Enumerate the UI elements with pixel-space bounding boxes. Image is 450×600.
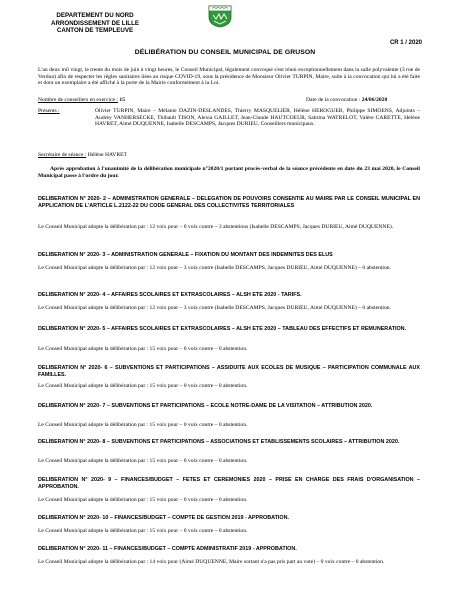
deliberation-vote: Le Conseil Municipal adopte la délibération par : 15 voix pour – 0 voix contre – 0 abstention. — [38, 383, 248, 389]
secretary-label: Secrétaire de séance : — [38, 152, 87, 158]
intro-paragraph: L'an deux mil vingt, le trente du mois de juin à vingt heures, le Conseil Municipal, légalement convoqué s'est réuni exceptionnellement dans la salle polyvalente (3 rue de Verdun) afin de respecter les règles sanitaires liées au risque COVID-19, sous la présidence de Monsieur Olivier TURPIN, Maire, suite à la convocation qui lui a été faite et dont un exemplaire a été affiché à la porte de la Mairie conformément à la Loi. — [38, 67, 420, 87]
header-line-arrondissement: ARRONDISSEMENT DE LILLE — [50, 19, 139, 27]
deliberation-title: DELIBERATION N° 2020- 7 – SUBVENTIONS ET PARTICIPATIONS – ECOLE NOTRE-DAME DE LA VISITATION – ATTRIBUTION 2020. — [38, 403, 373, 409]
header-line-department: DEPARTEMENT DU NORD — [56, 12, 134, 19]
approval-paragraph: Après approbation à l'unanimité de la délibération municipale n°2020/1 portant procès-verbal de la séance précédente en date du 23 mai 2020, le Conseil Municipal passe à l'ordre du jour. — [38, 166, 420, 179]
deliberation-title: DELIBERATION N° 2020- 2 – ADMINISTRATION GENERALE – DELEGATION DE POUVOIRS CONSENTIE AU MAIRE PAR LE CONSEIL MUNICIPAL EN APPLICATION DE L'ARTICLE L.2122-22 DU CODE GENERAL DES COLLECTIVITES TERRITORIALES — [38, 196, 420, 209]
coat-of-arms-logo — [203, 4, 237, 28]
deliberation-title: DELIBERATION N° 2020- 3 – ADMINISTRATION GENERALE – FIXATION DU MONTANT DES INDEMNITES DES ELUS — [38, 252, 333, 258]
deliberation-vote: Le Conseil Municipal adopte la délibération par : 15 voix pour – 0 voix contre – 0 abstention. — [38, 497, 248, 503]
deliberation-title: DELIBERATION N° 2020- 11 – FINANCES/BUDGET – COMPTE ADMINISTRATIF 2019 - APPROBATION. — [38, 546, 297, 552]
deliberation-title: DELIBERATION N° 2020- 4 – AFFAIRES SCOLAIRES ET EXTRASCOLAIRES – ALSH ETE 2020 - TARIFS. — [38, 292, 302, 298]
convocation-date-value: 24/06/2020 — [361, 97, 388, 103]
deliberation-vote: Le Conseil Municipal adopte la délibération par : 12 voix pour – 3 voix contre (Isabelle DESCAMPS, Jacques DURIEU, Aimé DUQUENNE) – 0 abstention. — [38, 265, 391, 271]
meta-line — [38, 97, 420, 103]
deliberation-vote: Le Conseil Municipal adopte la délibération par : 15 voix pour – 0 voix contre – 0 abstention. — [38, 422, 248, 428]
deliberation-title: DELIBERATION N° 2020- 6 – SUBVENTIONS ET PARTICIPATIONS – ASSIDUITE AUX ECOLES DE MUSIQUE – PARTICIPATION COMMUNALE AUX FAMILLES. — [38, 365, 420, 378]
secretary-name: Hélène HAVRET — [87, 152, 127, 158]
secretary-line — [38, 152, 420, 158]
deliberation-vote: Le Conseil Municipal adopte la délibération par : 15 voix pour – 0 voix contre – 0 abstention. — [38, 528, 248, 534]
deliberation-vote: Le Conseil Municipal adopte la délibération par : 12 voix pour – 0 voix contre – 3 abstentions (Isabelle DESCAMPS, Jacques DURIEU, Aimé DUQUENNE). — [38, 224, 394, 230]
convocation-date-label: Date de la convocation : — [306, 97, 361, 103]
presents-label-text: Présents — [38, 108, 57, 114]
deliberation-vote: Le Conseil Municipal adopte la délibération par : 12 voix pour – 3 voix contre (Isabelle DESCAMPS, Jacques DURIEU, Aimé DUQUENNE) – 0 abstention. — [38, 305, 391, 311]
presents-list: Olivier TURPIN, Maire – Mélanie DAZIN-DESLANDES, Thierry MASQUELIER, Hélène HEROGUER, Philippe SIMOENS, Adjoints – Audrey VANHERSECKE, Thibault TISON, Alexia GAILLET, Jean-Claude HAUTCOEUR, Sabrina WATRELOT, Valère CARETTE, Hélène HAVRET, Aimé DUQUENNE, Isabelle DESCAMPS, Jacques DURIEU, Conseillers municipaux. — [95, 108, 420, 128]
deliberation-title: DELIBERATION N° 2020- 9 – FINANCES/BUDGET – FETES ET CEREMONIES 2020 – PRISE EN CHARGE DES FRAIS D'ORGANISATION – APPROBATION. — [38, 477, 420, 490]
administrative-header — [40, 12, 150, 35]
header-line-canton: CANTON DE TEMPLEUVE — [56, 27, 134, 35]
document-reference: CR 1 / 2020 — [389, 40, 422, 46]
deliberation-vote: Le Conseil Municipal adopte la délibération par : 14 voix pour (Aimé DUQUENNE, Maire sortant n'a pas pris part au vote) – 0 voix contre – 0 abstention. — [38, 559, 385, 565]
count-label: Nombre de conseillers en exercice : — [38, 97, 118, 103]
page-title: DÉLIBÉRATION DU CONSEIL MUNICIPAL DE GRUSON — [134, 49, 316, 56]
deliberation-vote: Le Conseil Municipal adopte la délibération par : 15 voix pour – 0 voix contre – 0 abstention. — [38, 458, 248, 464]
count-value: 15 — [119, 97, 125, 103]
deliberation-title: DELIBERATION N° 2020- 8 – SUBVENTIONS ET PARTICIPATIONS – ASSOCIATIONS ET ETABLISSEMENTS SCOLAIRES – ATTRIBUTION 2020. — [38, 439, 400, 445]
presents-label: Présents : — [38, 108, 60, 114]
deliberation-vote: Le Conseil Municipal adopte la délibération par : 15 voix pour – 0 voix contre – 0 abstention. — [38, 346, 248, 352]
deliberation-title: DELIBERATION N° 2020- 10 – FINANCES/BUDGET – COMPTE DE GESTION 2019 - APPROBATION. — [38, 515, 289, 521]
deliberation-title: DELIBERATION N° 2020- 5 – AFFAIRES SCOLAIRES ET EXTRASCOLAIRES – ALSH ETE 2020 – TABLEAU DES EFFECTIFS ET REMUNERATION. — [38, 326, 407, 332]
